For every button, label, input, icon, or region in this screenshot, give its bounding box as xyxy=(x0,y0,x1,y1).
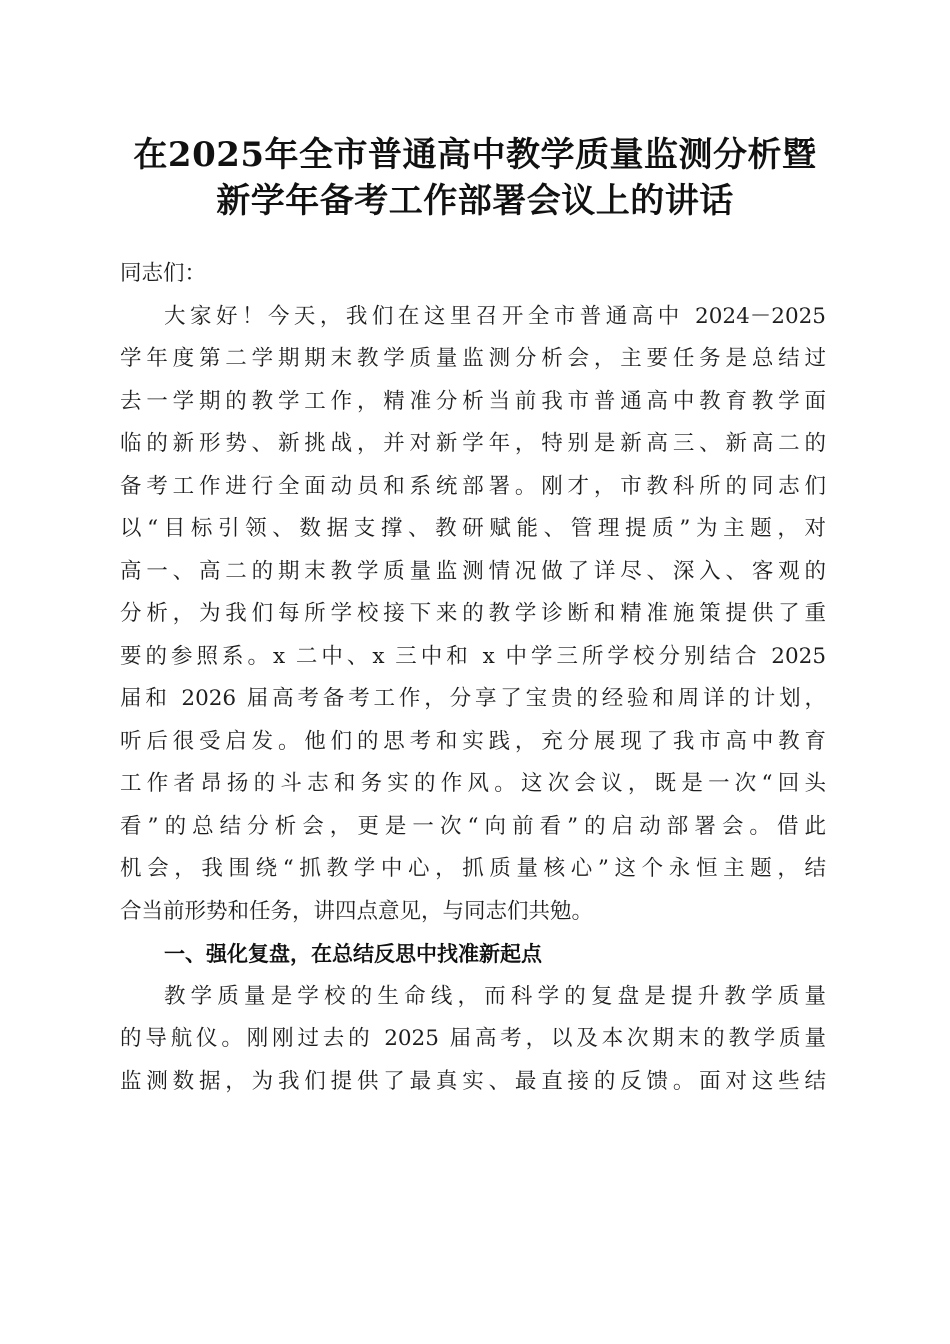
paragraph-line: 学年度第二学期期末教学质量监测分析会，主要任务是总结过 xyxy=(120,346,826,371)
paragraph-line: 备考工作进行全面动员和系统部署。刚才，市教科所的同志们 xyxy=(120,473,826,499)
paragraph-line: 教学质量是学校的生命线，而科学的复盘是提升教学质量 xyxy=(164,983,826,1009)
paragraph-line: 去一学期的教学工作，精准分析当前我市普通高中教育教学面 xyxy=(120,388,826,414)
document-title xyxy=(90,132,860,224)
salutation: 同志们： xyxy=(120,261,207,286)
paragraph-line: 分析，为我们每所学校接下来的教学诊断和精准施策提供了重 xyxy=(120,601,826,626)
paragraph-line: 工作者昂扬的斗志和务实的作风。这次会议，既是一次“回头 xyxy=(120,771,826,796)
paragraph-line: 要的参照系。x 二中、x 三中和 x 中学三所学校分别结合 2025 xyxy=(120,643,826,669)
paragraph-line: 高一、高二的期末教学质量监测情况做了详尽、深入、客观的 xyxy=(120,558,826,584)
paragraph-line: 临的新形势、新挑战，并对新学年，特别是新高三、新高二的 xyxy=(120,431,826,456)
title-line-2: 新学年备考工作部署会议上的讲话 xyxy=(216,181,734,221)
paragraph-line: 看”的总结分析会，更是一次“向前看”的启动部署会。借此 xyxy=(120,813,826,839)
paragraph-line: 的导航仪。刚刚过去的 2025 届高考，以及本次期末的教学质量 xyxy=(120,1026,826,1051)
paragraph-2 xyxy=(120,976,826,1104)
document-body xyxy=(120,253,826,1103)
paragraph-line: 监测数据，为我们提供了最真实、最直接的反馈。面对这些结 xyxy=(120,1068,826,1094)
paragraph-line: 听后很受启发。他们的思考和实践，充分展现了我市高中教育 xyxy=(120,728,826,754)
paragraph-line: 合当前形势和任务，讲四点意见，与同志们共勉。 xyxy=(120,898,594,924)
title-line-1: 在2025年全市普通高中教学质量监测分析暨 xyxy=(133,135,817,175)
paragraph-line: 大家好！今天，我们在这里召开全市普通高中 2024－2025 xyxy=(164,303,826,329)
paragraph-1 xyxy=(120,296,826,934)
paragraph-line: 机会，我围绕“抓教学中心，抓质量核心”这个永恒主题，结 xyxy=(120,856,826,881)
paragraph-line: 届和 2026 届高考备考工作，分享了宝贵的经验和周详的计划， xyxy=(120,686,826,711)
section-heading-1: 一、强化复盘，在总结反思中找准新起点 xyxy=(164,942,542,966)
paragraph-line: 以“目标引领、数据支撑、教研赋能、管理提质”为主题，对 xyxy=(120,516,826,541)
